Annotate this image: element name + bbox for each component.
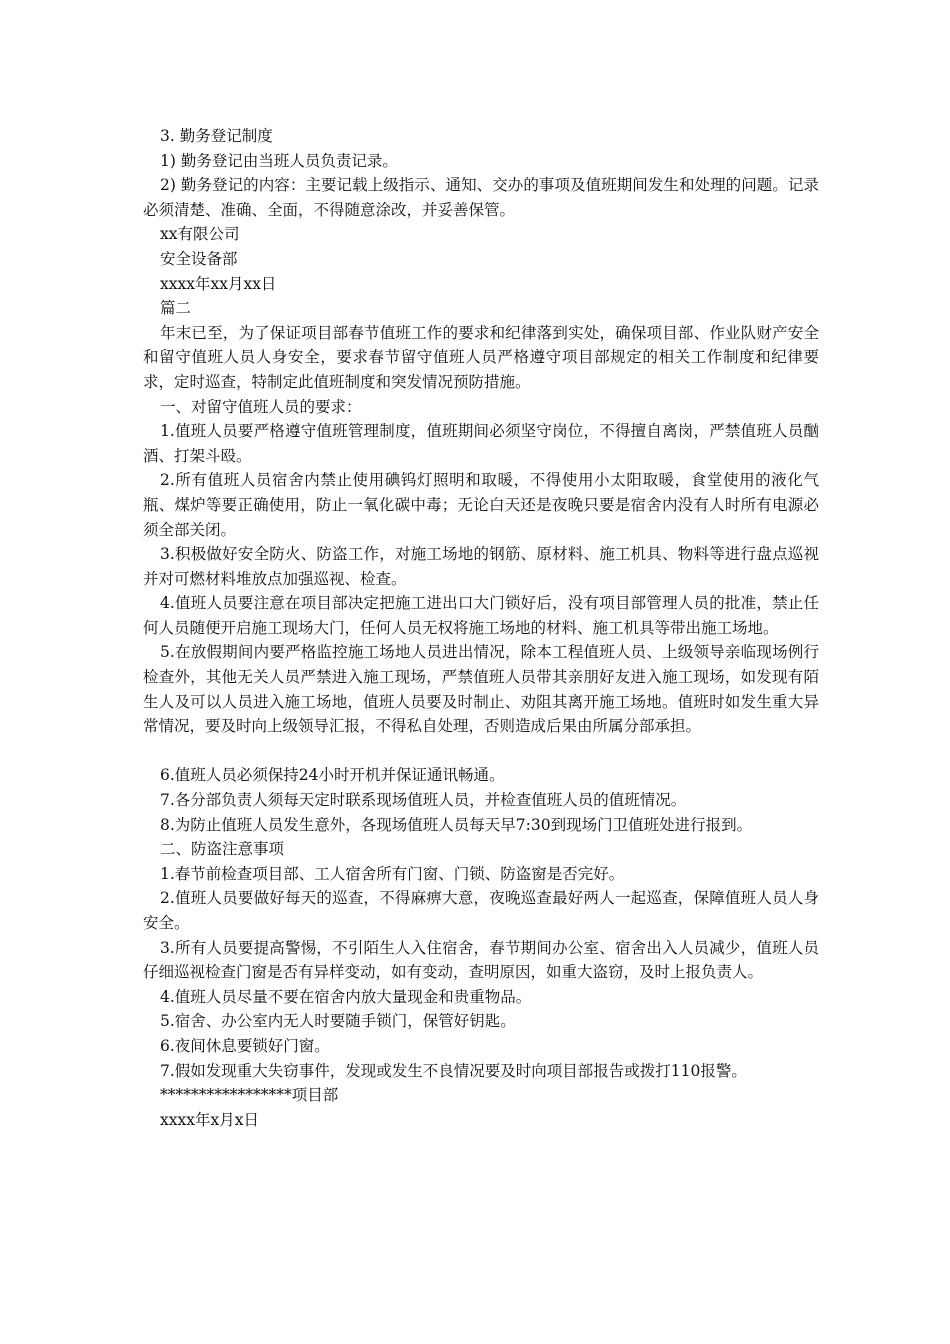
list-item: 4.值班人员要注意在项目部决定把施工进出口大门锁好后，没有项目部管理人员的批准，禁止任何人员随便开启施工现场大门，任何人员无权将施工场地的材料、施工机具等带出施工场地。 <box>143 594 819 637</box>
list-item: 7.各分部负责人须每天定时联系现场值班人员，并检查值班人员的值班情况。 <box>160 791 687 810</box>
paragraph: 1) 勤务登记由当班人员负责记录。 <box>160 151 398 170</box>
section-heading-requirements: 一、对留守值班人员的要求： <box>160 397 362 416</box>
list-item: 1.值班人员要严格遵守值班管理制度，值班期间必须坚守岗位，不得擅自离岗，严禁值班人员酗酒、打架斗殴。 <box>143 422 819 465</box>
list-item: 7.假如发现重大失窃事件，发现或发生不良情况要及时向项目部报告或拨打110报警。 <box>160 1061 747 1080</box>
list-item: 3.所有人员要提高警惕，不引陌生人入住宿舍，春节期间办公室、宿舍出入人员减少，值班人员仔细巡视检查门窗是否有异样变动，如有变动，查明原因，如重大盗窃，及时上报负责人。 <box>143 938 819 982</box>
intro-paragraph: 年末已至，为了保证项目部春节值班工作的要求和纪律落到实处，确保项目部、作业队财产安全和留守值班人员人身安全，要求春节留守值班人员严格遵守项目部规定的相关工作制度和纪律要求，定时巡查，特制定此值班制度和突发情况预防措施。 <box>143 323 819 391</box>
signature-company: xx有限公司 <box>160 225 240 244</box>
list-item: 2.所有值班人员宿舍内禁止使用碘钨灯照明和取暖，不得使用小太阳取暖，食堂使用的液化气瓶、煤炉等要正确使用，防止一氧化碳中毒；无论白天还是夜晚只要是宿舍内没有人时所有电源必须全部关闭。 <box>143 471 819 539</box>
list-item: 8.为防止值班人员发生意外，各现场值班人员每天早7:30到现场门卫值班处进行报到。 <box>160 815 753 834</box>
list-item: 4.值班人员尽量不要在宿舍内放大量现金和贵重物品。 <box>160 987 532 1006</box>
section-title-part-two: 篇二 <box>160 299 192 318</box>
list-item: 6.值班人员必须保持24小时开机并保证通讯畅通。 <box>160 766 505 785</box>
paragraph: 2) 勤务登记的内容：主要记载上级指示、通知、交办的事项及值班期间发生和处理的问题。记录必须清楚、准确、全面，不得随意涂改，并妥善保管。 <box>143 176 819 219</box>
signature-department: 安全设备部 <box>160 249 238 268</box>
blank-line <box>143 739 819 764</box>
list-item: 6.夜间休息要锁好门窗。 <box>160 1036 330 1055</box>
list-item: 2.值班人员要做好每天的巡查，不得麻痹大意，夜晚巡查最好两人一起巡查，保障值班人员人身安全。 <box>143 889 819 932</box>
document-body <box>143 124 819 1132</box>
section-heading-duty-registration: 3. 勤务登记制度 <box>160 127 273 145</box>
list-item: 3.积极做好安全防火、防盗工作，对施工场地的钢筋、原材料、施工机具、物料等进行盘点巡视并对可燃材料堆放点加强巡视、检查。 <box>143 545 819 588</box>
list-item: 5.宿舍、办公室内无人时要随手锁门，保管好钥匙。 <box>160 1012 516 1031</box>
signature-project-department: *****************项目部 <box>160 1086 339 1105</box>
signature-date: xxxx年x月x日 <box>160 1110 259 1129</box>
list-item: 5.在放假期间内要严格监控施工场地人员进出情况，除本工程值班人员、上级领导亲临现场例行检查外，其他无关人员严禁进入施工现场，严禁值班人员带其亲朋好友进入施工现场，如发现有陌生人及可以人员进入施工场地，值班人员要及时制止、劝阻其离开施工场地。值班时如发生重大异常情况，要及时向上级领导汇报，不得私自处理，否则造成后果由所属分部承担。 <box>143 643 819 736</box>
list-item: 1.春节前检查项目部、工人宿舍所有门窗、门锁、防盗窗是否完好。 <box>160 864 625 883</box>
signature-date: xxxx年xx月xx日 <box>160 274 277 293</box>
section-heading-theft-prevention: 二、防盗注意事项 <box>160 840 285 859</box>
